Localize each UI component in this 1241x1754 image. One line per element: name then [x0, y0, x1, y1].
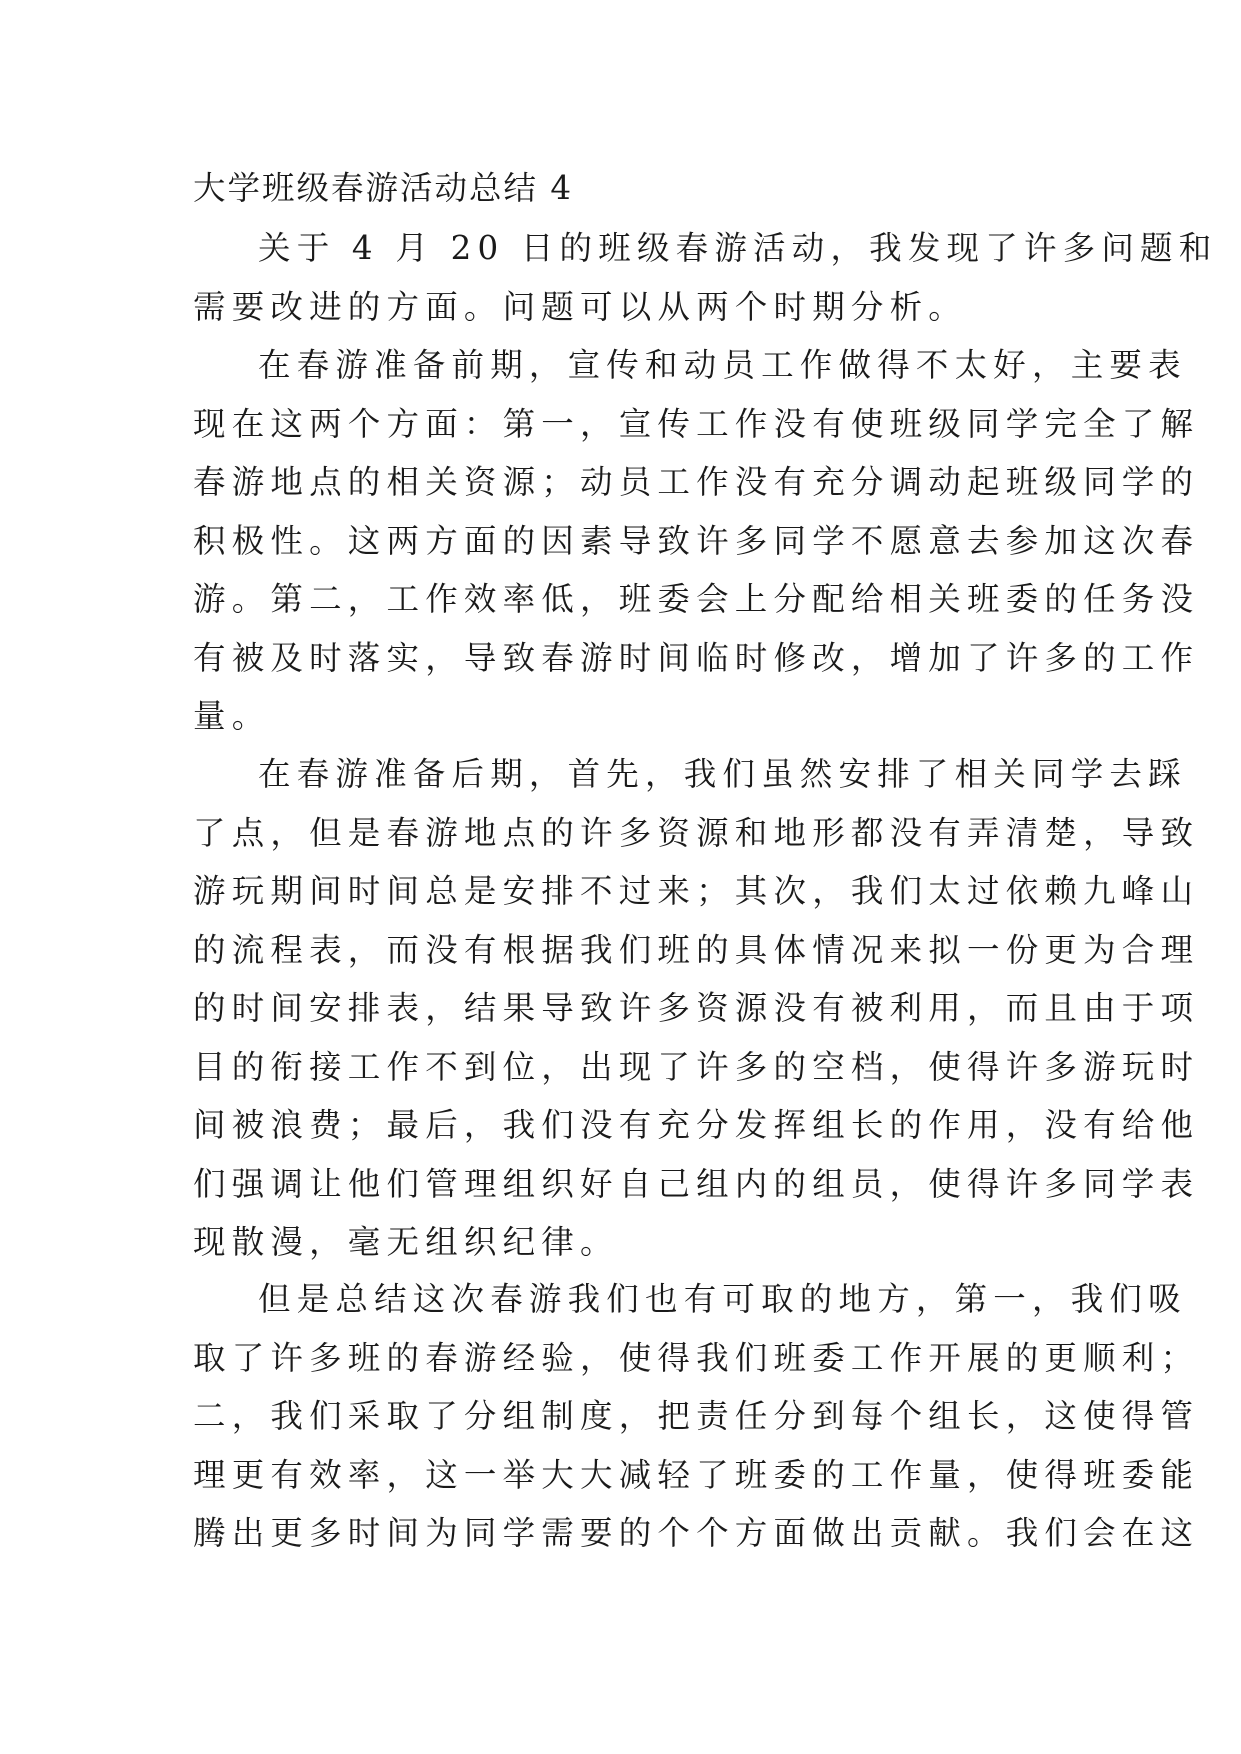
paragraph-line: 量。	[193, 697, 271, 735]
paragraph-line: 春游地点的相关资源；动员工作没有充分调动起班级同学的	[193, 463, 1200, 501]
paragraph-line: 积极性。这两方面的因素导致许多同学不愿意去参加这次春	[193, 521, 1200, 560]
paragraph-line: 关于 4 月 20 日的班级春游活动，我发现了许多问题和	[258, 229, 1218, 267]
paragraph-line: 游玩期间时间总是安排不过来；其次，我们太过依赖九峰山	[193, 872, 1200, 910]
document-title: 大学班级春游活动总结 4	[193, 169, 574, 207]
paragraph-line: 现在这两个方面：第一，宣传工作没有使班级同学完全了解	[193, 404, 1200, 443]
paragraph-line: 间被浪费；最后，我们没有充分发挥组长的作用，没有给他	[193, 1106, 1200, 1144]
paragraph-line: 但是总结这次春游我们也有可取的地方，第一，我们吸	[258, 1280, 1187, 1318]
paragraph-line: 们强调让他们管理组织好自己组内的组员，使得许多同学表	[193, 1164, 1200, 1203]
paragraph-line: 理更有效率，这一举大大减轻了班委的工作量，使得班委能	[193, 1455, 1200, 1494]
paragraph-line: 在春游准备前期，宣传和动员工作做得不太好，主要表	[258, 346, 1187, 384]
paragraph-line: 在春游准备后期，首先，我们虽然安排了相关同学去踩	[258, 755, 1187, 793]
paragraph-line: 目的衔接工作不到位，出现了许多的空档，使得许多游玩时	[193, 1047, 1200, 1086]
paragraph-line: 的流程表，而没有根据我们班的具体情况来拟一份更为合理	[193, 930, 1200, 969]
paragraph-3	[193, 745, 1200, 1272]
paragraph-4	[193, 1270, 1200, 1563]
paragraph-line: 取了许多班的春游经验，使得我们班委工作开展的更顺利；	[193, 1338, 1200, 1377]
paragraph-line: 腾出更多时间为同学需要的个个方面做出贡献。我们会在这	[193, 1514, 1200, 1552]
paragraph-line: 二，我们采取了分组制度，把责任分到每个组长，这使得管	[193, 1397, 1200, 1435]
paragraph-line: 了点，但是春游地点的许多资源和地形都没有弄清楚，导致	[193, 813, 1200, 852]
paragraph-2	[193, 336, 1200, 746]
paragraph-line: 的时间安排表，结果导致许多资源没有被利用，而且由于项	[193, 989, 1200, 1027]
paragraph-line: 游。第二，工作效率低，班委会上分配给相关班委的任务没	[193, 580, 1200, 618]
paragraph-line: 现散漫，毫无组织纪律。	[193, 1223, 619, 1261]
paragraph-line: 有被及时落实，导致春游时间临时修改，增加了许多的工作	[193, 638, 1200, 677]
paragraph-1	[193, 219, 1218, 336]
paragraph-line: 需要改进的方面。问题可以从两个时期分析。	[193, 287, 968, 326]
